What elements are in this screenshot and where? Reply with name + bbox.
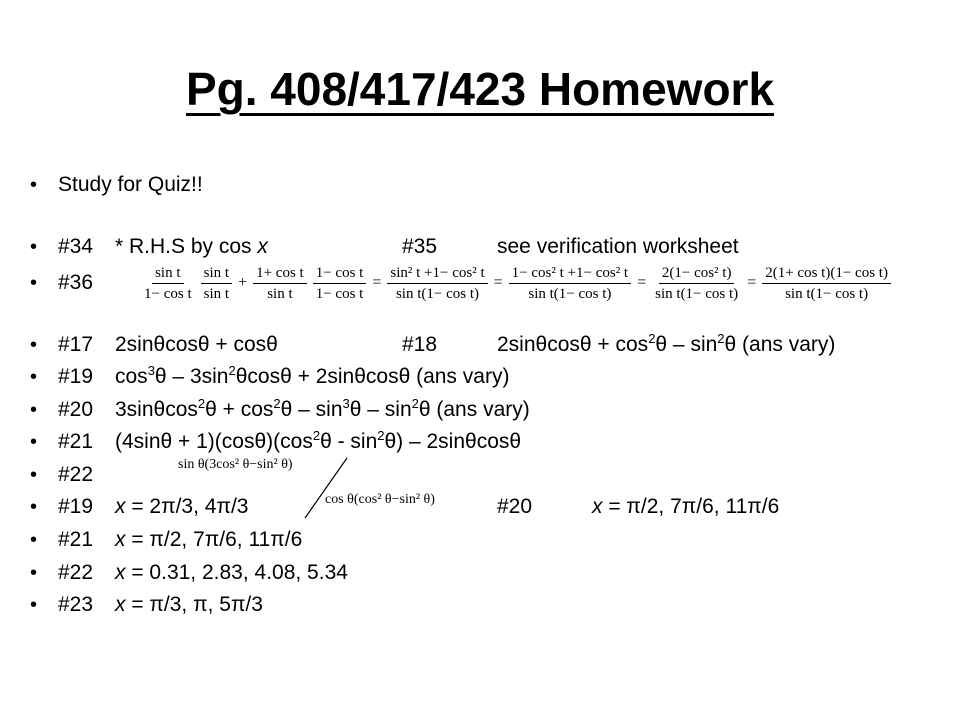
fraction: $\frac{\text{2(1+ cos t)(1− cos t)}}{\text{sin t(1− cos t)}}$ (762, 264, 891, 303)
bullet-icon: • (30, 562, 38, 584)
problem-number: #36 (58, 271, 94, 294)
fraction-denominator: cos θ(cos² θ−sin² θ) (325, 492, 435, 507)
equation-36: $\frac{\text{sin t}}{\text{1− cos t}}$ $\frac{\text{sin t}}{\text{sin t}}$ + $\frac{\text{1+ cos t}}{\text{sin t}}$ $\frac{\text{1− cos t}}{\text{1− cos t}}$ = $\frac{\text{sin² t +1− cos² t}}{\text{sin t(1− cos t)}}$ = $\frac{\text{1− cos² t +1− cos² t}}{\text{sin t(1− cos t)}}$ = $\frac{\text{2(1− cos² t)}}{\text{sin t(1− cos t)}}$ = $\frac{\text{2(1+ cos t)(1− cos t)}}{\text{sin t(1− cos t)}}$ (138, 258, 894, 308)
list-item (0, 525, 960, 555)
problem-number: #17 (58, 333, 94, 356)
problem-number: #19 (58, 495, 94, 518)
problem-number: #21 (58, 430, 94, 453)
problem-number: #21 (58, 528, 94, 551)
problem-answer: x = π/2, 7π/6, 11π/6 (115, 528, 303, 551)
list-item (0, 330, 960, 360)
problem-answer: x = π/3, π, 5π/3 (115, 593, 263, 616)
fraction: $\frac{\text{2(1− cos² t)}}{\text{sin t(1− cos t)}}$ (655, 264, 739, 302)
problem-number: #34 (58, 235, 94, 258)
problem-answer: x = 0.31, 2.83, 4.08, 5.34 (115, 561, 348, 584)
problem-answer: $\cos^3\theta - 3\sin^2\theta\cos\theta + 2\sin\theta\cos\theta$ (ans vary) (115, 363, 510, 388)
problem-answer: x = 2π/3, 4π/3 (115, 495, 249, 518)
bullet-icon: • (30, 431, 38, 453)
bullet-icon: • (30, 174, 38, 196)
list-item (0, 427, 960, 457)
fraction: $\frac{\text{1+ cos t}}{\text{sin t}}$ (253, 264, 307, 303)
problem-answer: see verification worksheet (497, 235, 739, 258)
bullet-icon: • (30, 399, 38, 421)
problem-number: #22 (58, 463, 94, 486)
problem-answer: $2\sin\theta\cos\theta + \cos^2\theta - \sin^2\theta$ (ans vary) (497, 331, 836, 356)
list-item (0, 558, 960, 588)
fraction: $\frac{\text{1− cos² t +1− cos² t}}{\text{sin t(1− cos t)}}$ (509, 264, 631, 303)
list-item (0, 362, 960, 392)
problem-answer: $(4\sin\theta + 1)(\cos\theta)(\cos^2\theta - \sin^2\theta) - 2\sin\theta\cos\theta$ (115, 428, 522, 453)
bullet-icon: • (30, 334, 38, 356)
problem-number: #18 (402, 333, 438, 356)
problem-answer: $3\sin\theta\cos^2\theta + \cos^2\theta - \sin^3\theta - \sin^2\theta$ (ans vary) (115, 396, 530, 421)
problem-answer: * R.H.S by cos x (115, 235, 268, 258)
bullet-icon: • (30, 366, 38, 388)
problem-number: #22 (58, 561, 94, 584)
problem-number: #35 (402, 235, 438, 258)
bullet-icon: • (30, 529, 38, 551)
fraction: $\frac{\text{sin² t +1− cos² t}}{\text{sin t(1− cos t)}}$ (387, 264, 487, 303)
bullet-icon: • (30, 464, 38, 486)
bullet-icon: • (30, 272, 38, 294)
fraction: $\frac{\text{sin t}}{\text{1− cos t}}$ (144, 264, 192, 302)
fraction-numerator: sin θ(3cos² θ−sin² θ) (178, 457, 293, 472)
problem-number: #20 (497, 495, 533, 518)
list-item (0, 492, 960, 522)
list-item (0, 590, 960, 620)
problem-number: #19 (58, 365, 94, 388)
fraction: $\frac{\text{sin t}}{\text{sin t}}$ (201, 264, 232, 303)
list-item (0, 395, 960, 425)
problem-number: #20 (58, 398, 94, 421)
bullet-icon: • (30, 594, 38, 616)
bullet-icon: • (30, 496, 38, 518)
list-item (0, 460, 960, 490)
problem-answer: 2sinθcosθ + cosθ (115, 333, 278, 356)
fraction: $\frac{\text{1− cos t}}{\text{1− cos t}}$ (313, 264, 367, 303)
item-text: Study for Quiz!! (58, 173, 203, 196)
bullet-icon: • (30, 236, 38, 258)
problem-answer: x = π/2, 7π/6, 11π/6 (592, 495, 780, 518)
problem-number: #23 (58, 593, 94, 616)
slide-title: Pg. 408/417/423 Homework (185, 63, 775, 115)
list-item (0, 170, 960, 200)
